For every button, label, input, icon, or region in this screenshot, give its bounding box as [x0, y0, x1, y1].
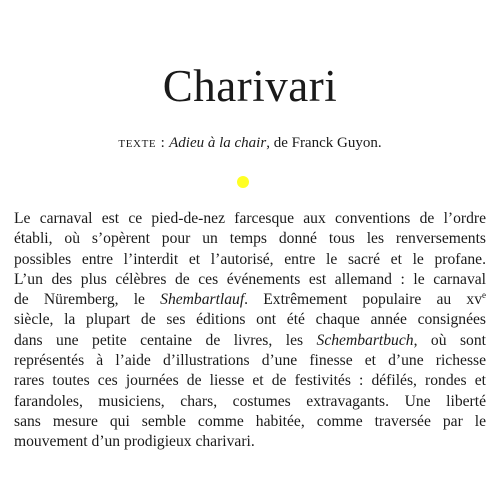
body-text-segment: dans une petite centaine de livres, les [14, 331, 317, 349]
schembartbuch-term: Schembartbuch [316, 331, 414, 349]
body-line: établi, où s’opèrent pour un temps donné tous les renversements [14, 230, 486, 248]
credit-label: texte : [118, 135, 166, 151]
text-credit [0, 133, 500, 153]
body-line: mouvement d’un prodigieux charivari. [14, 433, 255, 451]
body-line: Le carnaval est ce pied-de-nez farcesque aux conventions de l’ordre [14, 210, 486, 227]
shembartlauf-term: Shembartlauf [160, 291, 245, 309]
body-line: farandoles, musiciens, chars, costumes extravagants. Une liberté [14, 392, 486, 410]
page-title: Charivari [162, 61, 338, 111]
century-superscript: e [482, 290, 486, 301]
cursor-marker-dot [237, 176, 249, 188]
body-line: L’un des plus célèbres de ces événements est allemand : le carnaval [14, 270, 486, 288]
body-text-segment: de Nüremberg, le [14, 291, 161, 309]
body-line: sans mesure qui semble comme habitée, comme traversée par le [14, 412, 486, 430]
body-line: rares toutes ces journées de liesse et de festivités : défilés, rondes et [14, 372, 486, 390]
credit-author: , de Franck Guyon. [266, 135, 382, 151]
body-paragraph [14, 209, 486, 453]
body-line [14, 290, 486, 310]
body-text-segment: , où sont [413, 331, 486, 349]
body-text-segment: . Extrêmement populaire au xv [244, 291, 482, 309]
body-line: possibles entre l’interdit et l’autorisé, entre le sacré et le profane. [14, 250, 486, 268]
credit-work-title: Adieu à la chair [169, 135, 267, 151]
body-line: siècle, la plupart de ses éditions ont été chaque année consignées [14, 311, 486, 329]
body-line: représentés à l’aide d’illustrations d’une finesse et d’une richesse [14, 352, 486, 370]
body-line [14, 331, 486, 351]
